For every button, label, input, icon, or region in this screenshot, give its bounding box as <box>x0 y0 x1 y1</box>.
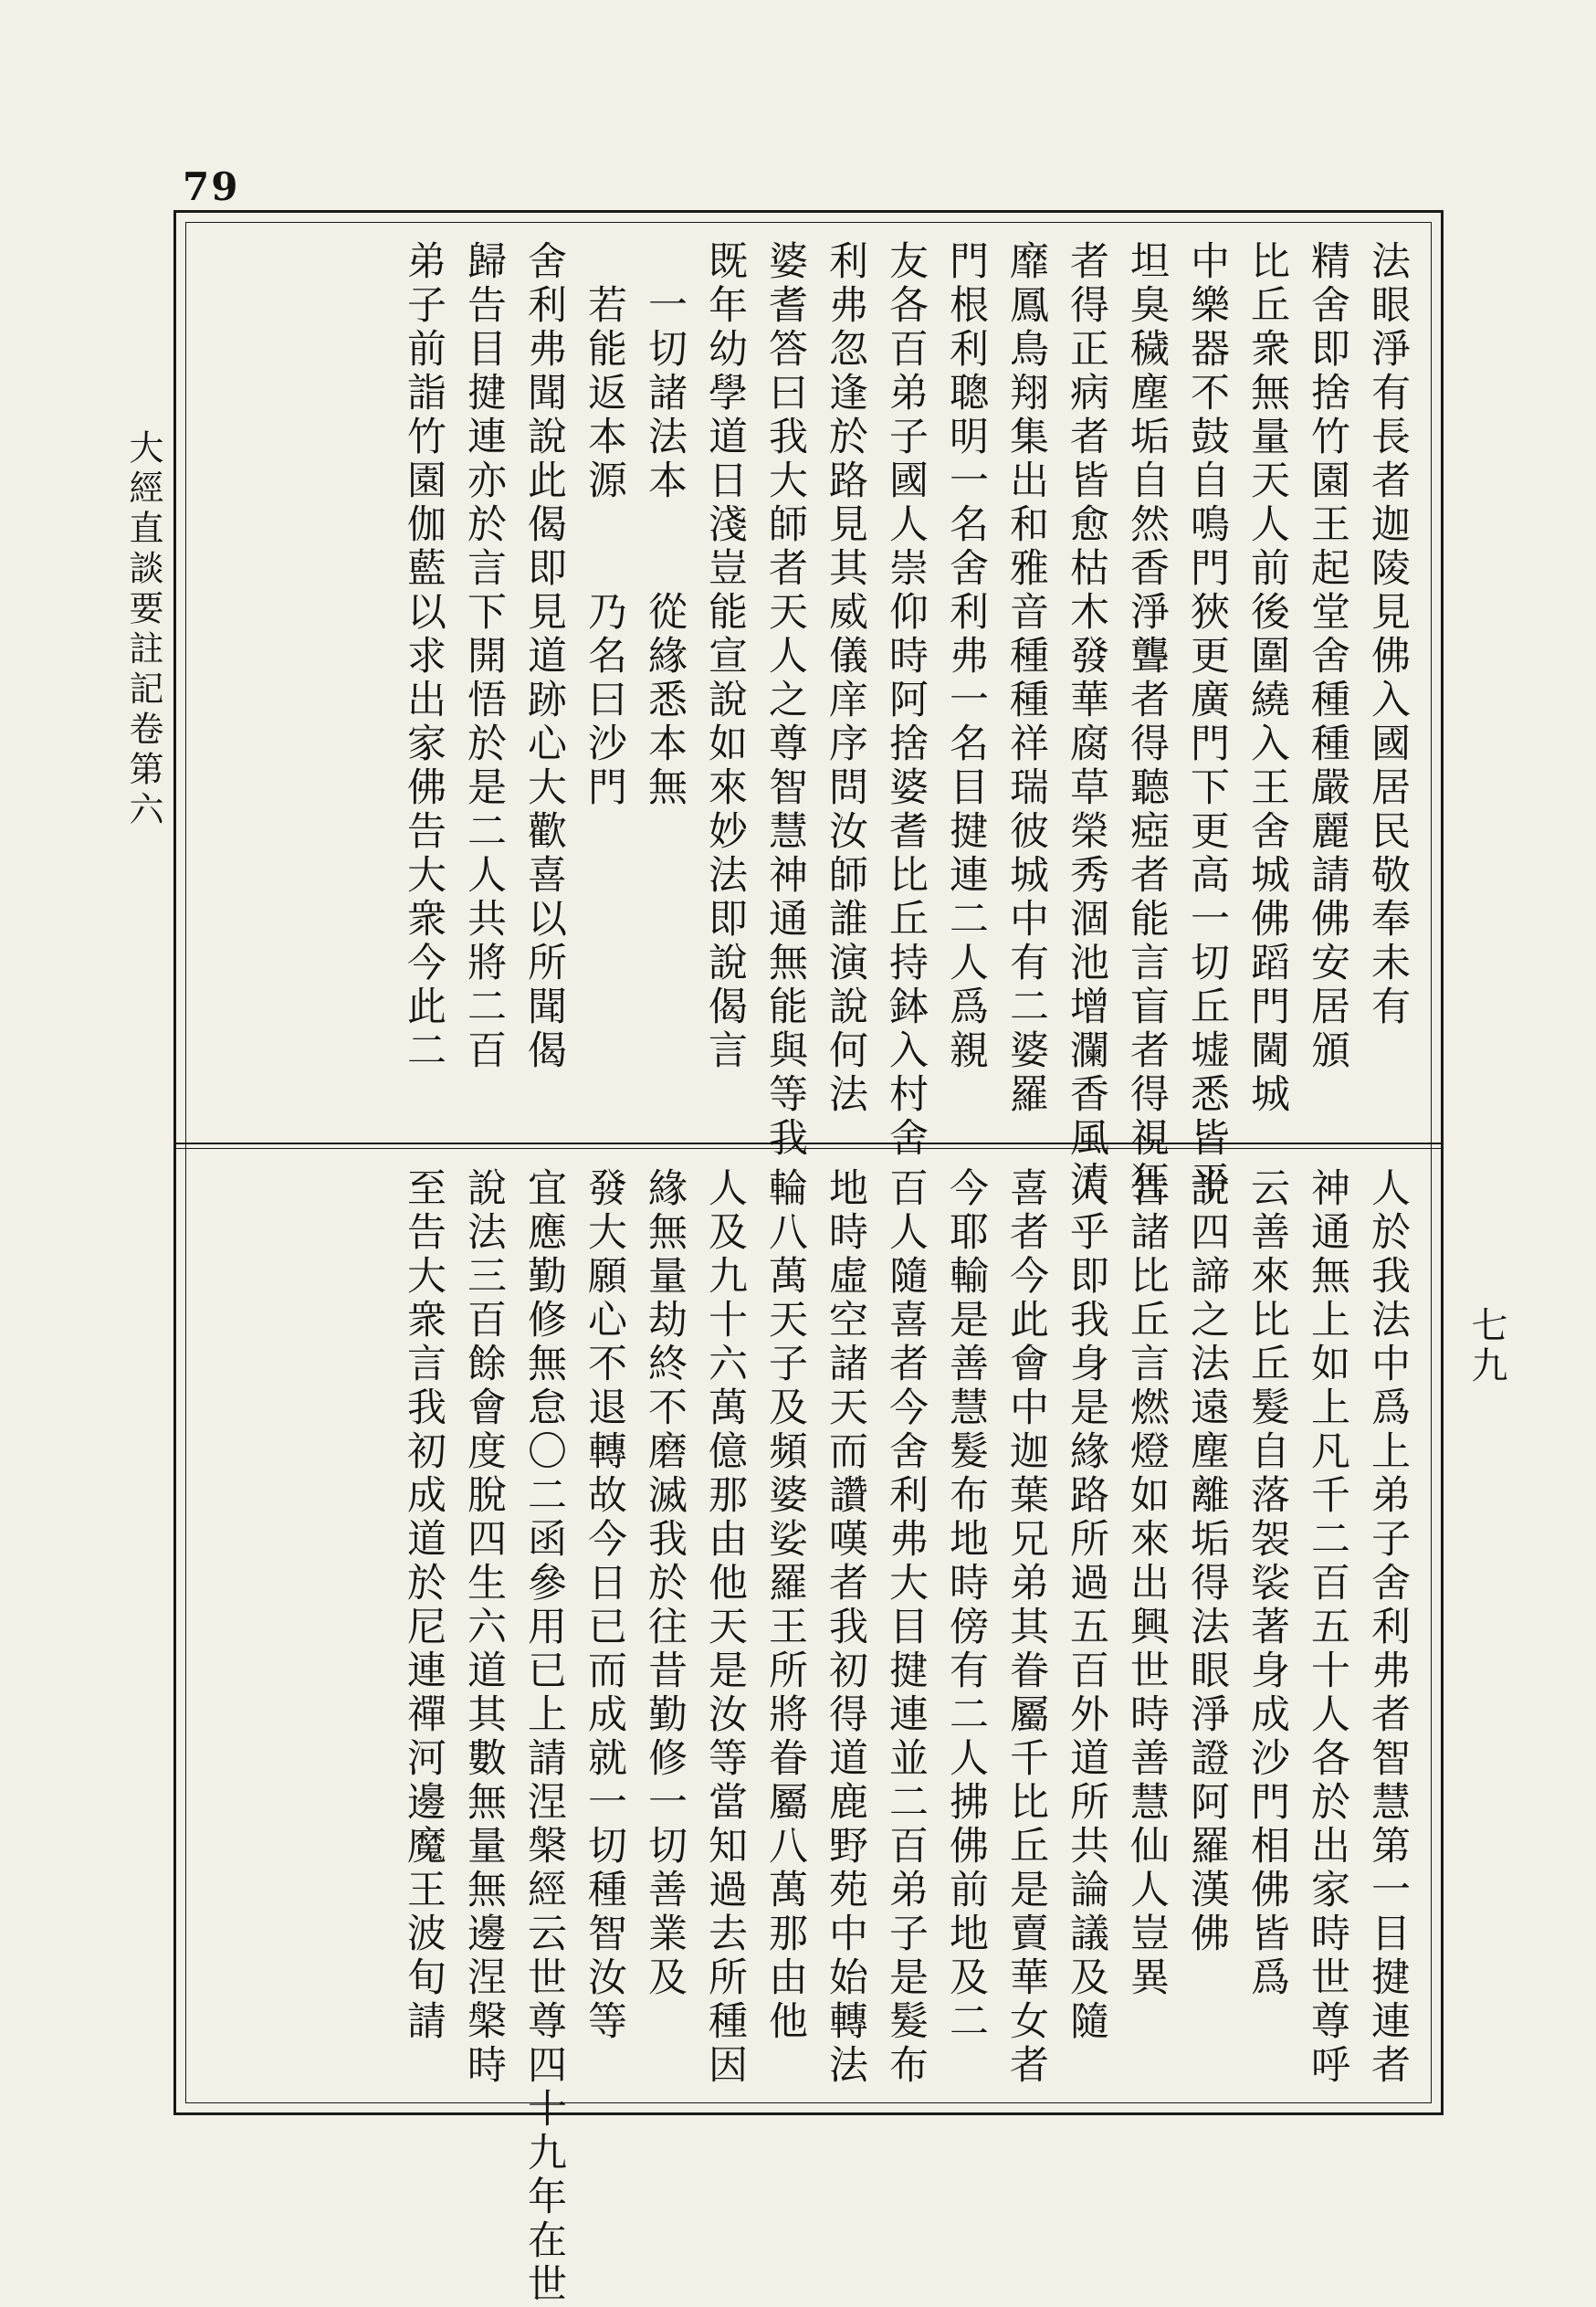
text-column: 告諸比丘言燃燈如來出興世時善慧仙人豈異 <box>1124 1167 1170 2000</box>
text-column: 百人隨喜者今舍利弗大目揵連並二百弟子是髮布 <box>883 1167 929 2088</box>
text-column: 精舍即捨竹園王起堂舍種種嚴麗請佛安居頒 <box>1305 240 1350 1073</box>
text-column: 人及九十六萬億那由他天是汝等當知過去所種因 <box>702 1167 748 2088</box>
text-column: 弟子前詣竹園伽藍以求出家佛告大衆今此二 <box>401 240 446 1073</box>
verse-column: 一切諸法本 從緣悉本無 <box>642 284 688 810</box>
text-column: 云善來比丘髮自落袈裟著身成沙門相佛皆爲 <box>1244 1167 1290 2000</box>
text-column: 舍利弗聞說此偈即見道跡心大歡喜以所聞偈 <box>521 240 567 1073</box>
section-divider <box>176 1143 1441 1144</box>
text-column: 說四諦之法遠塵離垢得法眼淨證阿羅漢佛 <box>1184 1167 1230 1956</box>
kanji-page-number: 七九 <box>1465 1306 1507 1386</box>
text-column: 婆耆答曰我大師者天人之尊智慧神通無能與等我 <box>762 240 808 1161</box>
text-column: 法眼淨有長者迦陵見佛入國居民敬奉未有 <box>1365 240 1411 1029</box>
text-column: 說法三百餘會度脫四生六道其數無量無邊涅槃時 <box>461 1167 507 2088</box>
text-column: 緣無量劫終不磨滅我於往昔勤修一切善業及 <box>642 1167 688 2000</box>
text-column: 門根利聰明一名舍利弗一名目揵連二人爲親 <box>943 240 989 1073</box>
text-column: 比丘衆無量天人前後圍繞入王舍城佛蹈門閫城 <box>1244 240 1290 1117</box>
page-number: 79 <box>183 164 240 209</box>
text-column: 輪八萬天子及頻婆娑羅王所將眷屬八萬那由他 <box>762 1167 808 2044</box>
top-text-block <box>199 240 1418 1205</box>
text-column: 至告大衆言我初成道於尼連禪河邊魔王波旬請 <box>401 1167 446 2044</box>
text-column: 坦臭穢塵垢自然香淨聾者得聽瘂者能言盲者得視狂 <box>1124 240 1170 1205</box>
text-column: 神通無上如上凡千二百五十人各於出家時世尊呼 <box>1305 1167 1350 2088</box>
text-column: 地時虛空諸天而讚嘆者我初得道鹿野苑中始轉法 <box>823 1167 868 2088</box>
text-column: 利弗忽逢於路見其威儀庠序問汝師誰演說何法 <box>823 240 868 1117</box>
text-column: 中樂器不鼓自鳴門狹更廣門下更高一切丘墟悉皆平 <box>1184 240 1230 1205</box>
verse-column: 若能返本源 乃名曰沙門 <box>582 284 627 810</box>
text-column: 今耶輸是善慧髮布地時傍有二人拂佛前地及二 <box>943 1167 989 2044</box>
running-title: 大經直談要註記卷第六 <box>123 429 163 831</box>
text-column: 發大願心不退轉故今日已而成就一切種智汝等 <box>582 1167 627 2044</box>
text-column: 者得正病者皆愈枯木發華腐草榮秀涸池增瀾香風清 <box>1064 240 1109 1205</box>
text-column: 喜者今此會中迦葉兄弟其眷屬千比丘是賣華女者 <box>1003 1167 1049 2088</box>
text-column: 人乎即我身是緣路所過五百外道所共論議及隨 <box>1064 1167 1109 2044</box>
text-column: 靡鳳鳥翔集出和雅音種種祥瑞彼城中有二婆羅 <box>1003 240 1049 1117</box>
text-column: 友各百弟子國人崇仰時阿捨婆耆比丘持鉢入村舍 <box>883 240 929 1161</box>
text-column: 歸告目揵連亦於言下開悟於是二人共將二百 <box>461 240 507 1073</box>
text-column: 人於我法中爲上弟子舍利弗者智慧第一目揵連者 <box>1365 1167 1411 2088</box>
text-column: 宜應勤修無怠〇二函參用已上請涅槃經云世尊四十九年在世 <box>521 1167 567 2307</box>
bottom-text-block <box>199 1167 1418 2307</box>
text-column: 既年幼學道日淺豈能宣說如來妙法即說偈言 <box>702 240 748 1073</box>
section-divider-inner <box>176 1148 1441 1149</box>
text-frame <box>173 210 1444 2307</box>
